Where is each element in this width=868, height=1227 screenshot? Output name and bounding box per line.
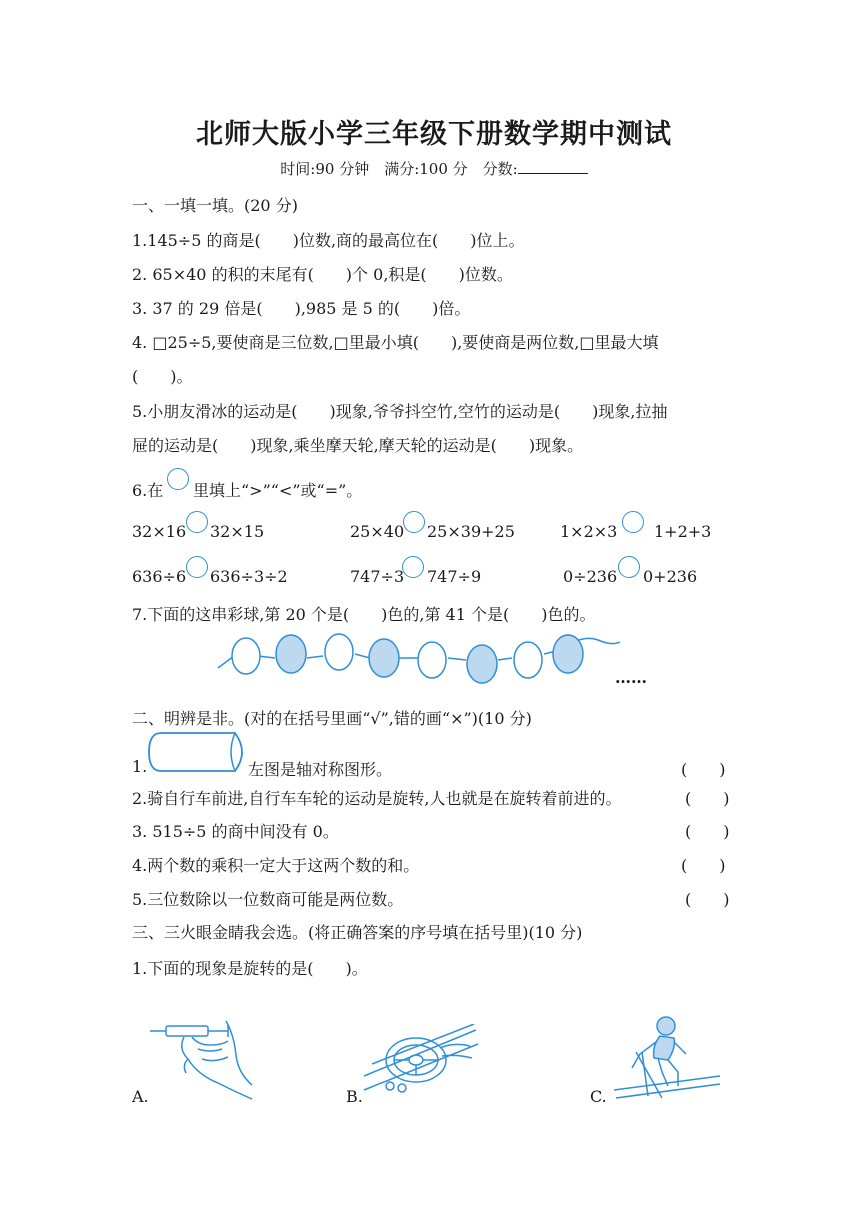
option-c[interactable]: C. — [590, 1087, 607, 1106]
ball-string-icon — [210, 628, 630, 690]
compare-left: 1×2×3 — [560, 522, 618, 541]
exam-info — [0, 158, 868, 179]
option-a[interactable]: A. — [132, 1087, 149, 1106]
compare-answer-circle[interactable] — [402, 556, 424, 578]
exam-info-text: 时间:90 分钟 满分:100 分 分数: — [280, 160, 518, 178]
compare-circle-icon — [167, 468, 189, 490]
ellipsis: …… — [615, 668, 647, 687]
question-1-5b: 屉的运动是( )现象,乘坐摩天轮,摩天轮的运动是( )现象。 — [132, 436, 584, 455]
tf-answer-paren[interactable]: ( ) — [681, 760, 726, 779]
compare-answer-circle[interactable] — [186, 511, 208, 533]
question-1-6-prefix: 6.在 — [132, 481, 164, 500]
steering-wheel-icon — [362, 1024, 480, 1094]
compare-right: 0+236 — [643, 567, 698, 586]
tf-answer-paren[interactable]: ( ) — [685, 822, 730, 841]
question-1-6-text: 里填上“>”“<”或“=”。 — [193, 481, 363, 500]
ball-blue — [467, 645, 497, 683]
compare-answer-circle[interactable] — [403, 511, 425, 533]
compare-left: 636÷6 — [132, 567, 187, 586]
compare-left: 25×40 — [350, 522, 405, 541]
compare-answer-circle[interactable] — [618, 556, 640, 578]
syringe-hand-icon — [148, 1015, 260, 1103]
tf-item-text: 5.三位数除以一位数商可能是两位数。 — [132, 890, 404, 909]
question-1-4b: ( )。 — [132, 367, 193, 386]
section3-heading: 三、三火眼金睛我会选。(将正确答案的序号填在括号里)(10 分) — [132, 923, 583, 942]
page-title: 北师大版小学三年级下册数学期中测试 — [196, 119, 672, 150]
question-1-1: 1.145÷5 的商是( )位数,商的最高位在( )位上。 — [132, 231, 525, 250]
tf-answer-paren[interactable]: ( ) — [681, 856, 726, 875]
tf-answer-paren[interactable]: ( ) — [685, 890, 730, 909]
compare-left: 32×16 — [132, 522, 187, 541]
tf-item-text: 3. 515÷5 的商中间没有 0。 — [132, 822, 339, 841]
skier-icon — [612, 1012, 722, 1102]
ball-white — [514, 642, 542, 678]
ball-white — [325, 634, 353, 670]
ball-white — [418, 642, 446, 678]
tf-item-text: 左图是轴对称图形。 — [248, 760, 393, 779]
score-blank[interactable] — [518, 159, 588, 174]
tf-item-number: 1. — [132, 757, 148, 776]
compare-left: 0÷236 — [563, 567, 618, 586]
compare-right: 747÷9 — [427, 567, 482, 586]
compare-right: 25×39+25 — [427, 522, 515, 541]
tf-answer-paren[interactable]: ( ) — [685, 789, 730, 808]
compare-right: 1+2+3 — [654, 522, 712, 541]
tf-item-text: 4.两个数的乘积一定大于这两个数的和。 — [132, 856, 420, 875]
question-1-3: 3. 37 的 29 倍是( ),985 是 5 的( )倍。 — [132, 299, 471, 318]
ball-blue — [369, 639, 399, 677]
shape-figure-icon — [145, 731, 250, 773]
section2-heading: 二、明辨是非。(对的在括号里画“√”,错的画“×”)(10 分) — [132, 709, 532, 728]
section1-heading: 一、一填一填。(20 分) — [132, 196, 298, 215]
compare-right: 636÷3÷2 — [210, 567, 288, 586]
compare-left: 747÷3 — [350, 567, 405, 586]
ball-blue — [276, 635, 306, 673]
question-1-4a: 4. □25÷5,要使商是三位数,□里最小填( ),要使商是两位数,□里最大填 — [132, 333, 659, 352]
option-b[interactable]: B. — [346, 1087, 363, 1106]
question-1-7: 7.下面的这串彩球,第 20 个是( )色的,第 41 个是( )色的。 — [132, 605, 596, 624]
question-1-2: 2. 65×40 的积的末尾有( )个 0,积是( )位数。 — [132, 265, 513, 284]
question-1-5a: 5.小朋友滑冰的运动是( )现象,爷爷抖空竹,空竹的运动是( )现象,拉抽 — [132, 402, 668, 421]
tf-item-text: 2.骑自行车前进,自行车车轮的运动是旋转,人也就是在旋转着前进的。 — [132, 789, 622, 808]
compare-right: 32×15 — [210, 522, 265, 541]
compare-answer-circle[interactable] — [186, 556, 208, 578]
ball-blue — [553, 635, 583, 673]
compare-answer-circle[interactable] — [622, 511, 644, 533]
ball-white — [232, 638, 260, 674]
question-3-1: 1.下面的现象是旋转的是( )。 — [132, 959, 368, 978]
